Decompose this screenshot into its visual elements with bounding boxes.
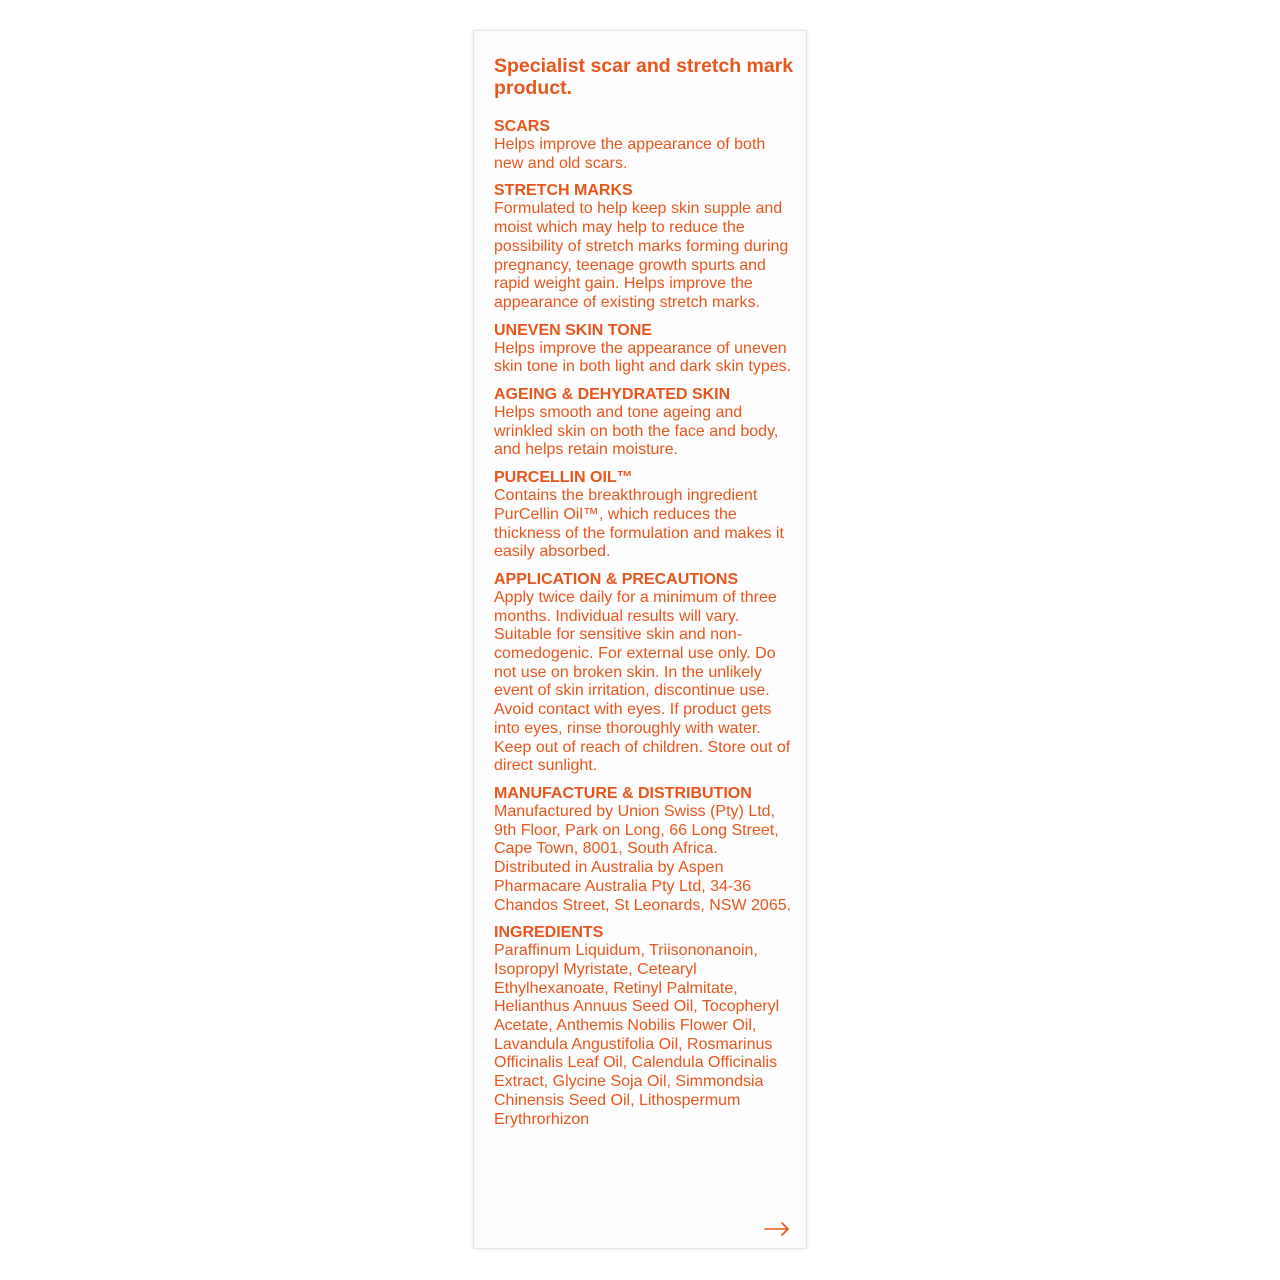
section-body: Formulated to help keep skin supple and moist which may help to reduce the possibility of stretch marks forming during pregnancy, teenage growth spurts and rapid weight gain. Helps improve the appearance of existing stretch marks. [494,200,789,311]
section-title: UNEVEN SKIN TONE [494,321,652,339]
section-title: SCARS [494,118,551,135]
section-body: Helps improve the appearance of uneven skin tone in both light and dark skin types. [494,339,792,376]
section-title: APPLICATION & PRECAUTIONS [494,570,739,588]
section-title: PURCELLIN OIL™ [494,469,633,487]
section-title: MANUFACTURE & DISTRIBUTION [494,784,752,802]
arrow-right-icon[interactable] [762,1214,792,1244]
section-purcellin-oil [494,468,794,562]
section-application-precautions [494,570,794,776]
panel-content [494,55,794,1137]
headline: Specialist scar and stretch mark product. [494,55,794,99]
section-body: Manufactured by Union Swiss (Pty) Ltd, 9th Floor, Park on Long, 66 Long Street, Cape Town, 8001, South Africa. Distributed in Australia by Aspen Pharmacare Australia Pty Ltd, 34-36 Chandos Street, St Leonards, NSW 2065. [494,802,792,914]
section-body: Helps improve the appearance of both new and old scars. [494,136,766,172]
section-title: INGREDIENTS [494,924,604,942]
section-scars [494,117,794,173]
section-stretch-marks [494,181,794,312]
section-title: STRETCH MARKS [494,182,633,200]
section-body: Contains the breakthrough ingredient PurCellin Oil™, which reduces the thickness of the formulation and makes it easily absorbed. [494,487,784,561]
product-info-panel [473,30,807,1249]
section-body: Paraffinum Liquidum, Triisononanoin, Isopropyl Myristate, Cetearyl Ethylhexanoate, Retinyl Palmitate, Helianthus Annuus Seed Oil, Tocopheryl Acetate, Anthemis Nobilis Flower Oil, Lavandula Angustifolia Oil, Rosmarinus Officinalis Leaf Oil, Calendula Officinalis Extract, Glycine Soja Oil, Simmondsia Chinensis Seed Oil, Lithospermum Erythrorhizon [494,942,780,1128]
section-manufacture-distribution [494,784,794,915]
section-title: AGEING & DEHYDRATED SKIN [494,386,731,404]
section-uneven-skin-tone [494,321,794,377]
section-body: Apply twice daily for a minimum of three months. Individual results will vary. Suitable for sensitive skin and non-comedogenic. For external use only. Do not use on broken skin. In the unlikely event of skin irritation, discontinue use. Avoid contact with eyes. If product gets into eyes, rinse thoroughly with water. Keep out of reach of children. Store out of direct sunlight. [494,588,791,775]
section-ingredients [494,923,794,1129]
section-ageing-dehydrated-skin [494,385,794,460]
section-body: Helps smooth and tone ageing and wrinkled skin on both the face and body, and helps retain moisture. [494,404,779,459]
